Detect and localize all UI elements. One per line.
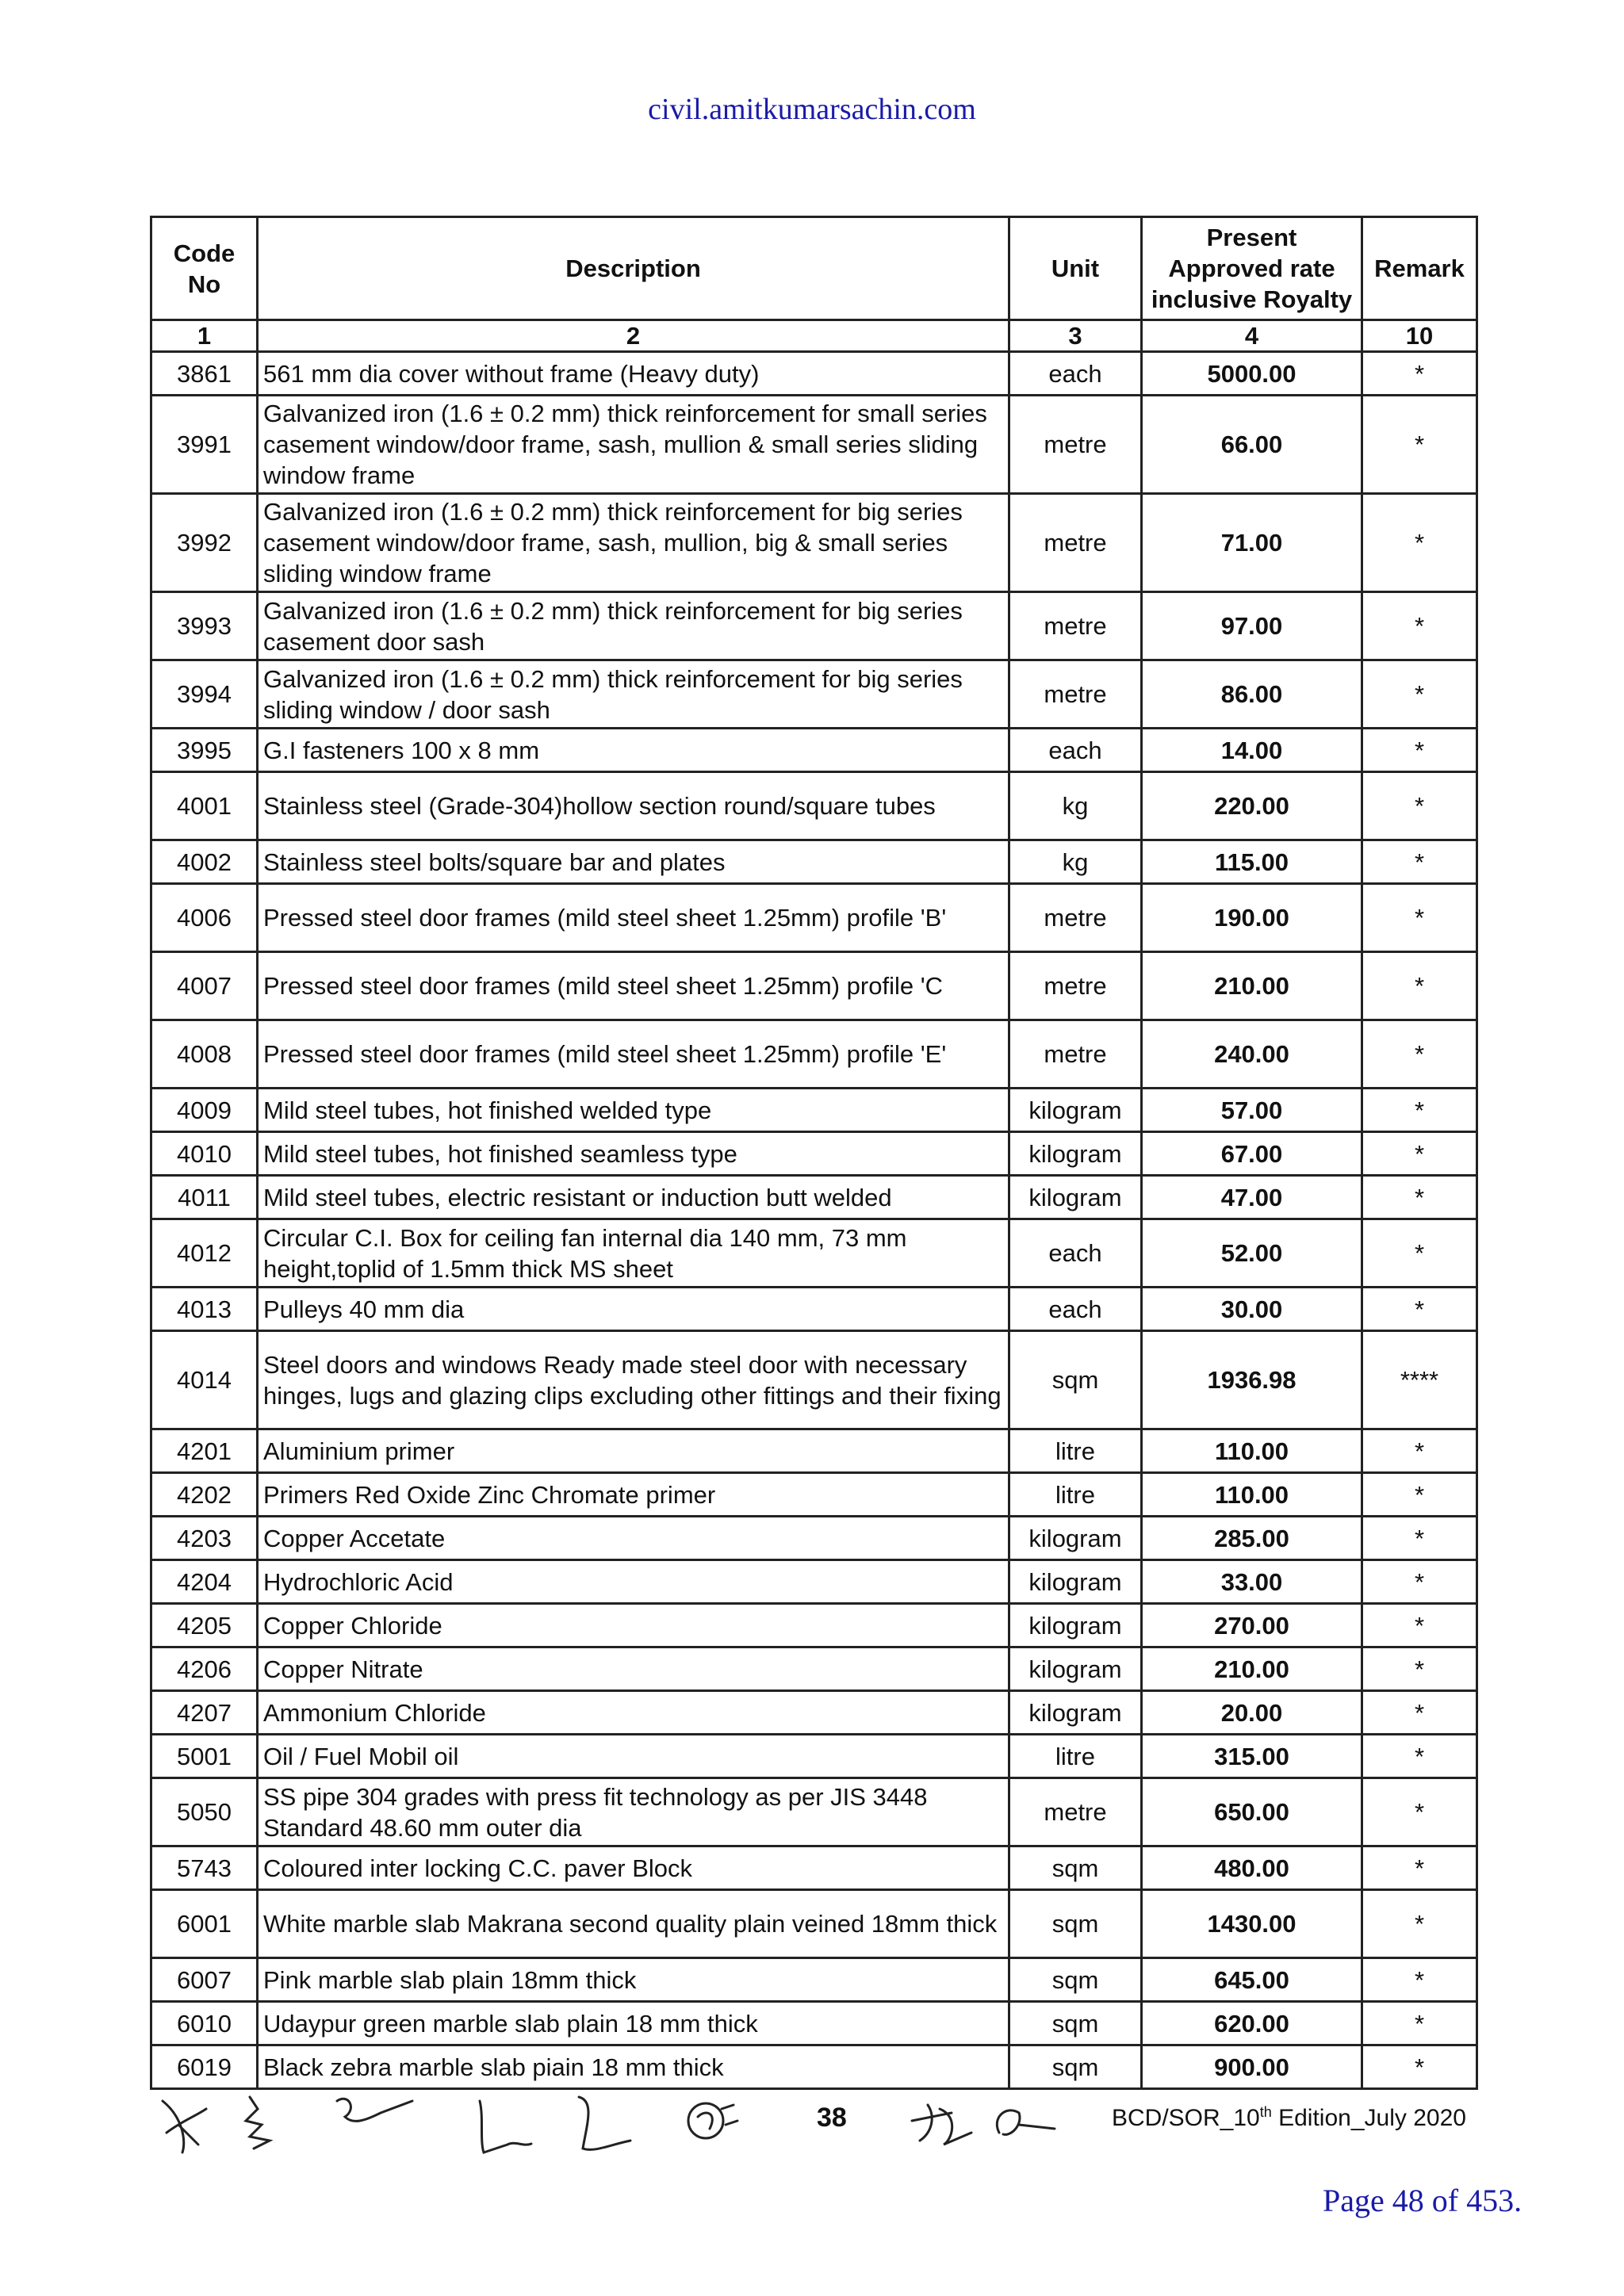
table-row bbox=[151, 494, 1477, 592]
table-row bbox=[151, 1958, 1477, 2002]
cell-remark: * bbox=[1362, 1517, 1477, 1560]
cell-desc: Pink marble slab plain 18mm thick bbox=[258, 1958, 1009, 2002]
cell-rate: 14.00 bbox=[1142, 729, 1362, 772]
cell-rate: 57.00 bbox=[1142, 1089, 1362, 1132]
schedule-of-rates-table bbox=[150, 216, 1478, 2090]
table-row bbox=[151, 1288, 1477, 1331]
cell-code: 3861 bbox=[151, 352, 258, 396]
cell-desc: G.I fasteners 100 x 8 mm bbox=[258, 729, 1009, 772]
table-row bbox=[151, 1331, 1477, 1429]
table-row bbox=[151, 1890, 1477, 1958]
cell-desc: Copper Chloride bbox=[258, 1604, 1009, 1647]
cell-desc: Pulleys 40 mm dia bbox=[258, 1288, 1009, 1331]
cell-desc: Black zebra marble slab piain 18 mm thick bbox=[258, 2045, 1009, 2089]
cell-remark: * bbox=[1362, 2002, 1477, 2045]
table-row bbox=[151, 1778, 1477, 1846]
table-row bbox=[151, 2002, 1477, 2045]
cell-desc: Hydrochloric Acid bbox=[258, 1560, 1009, 1604]
cell-rate: 1430.00 bbox=[1142, 1890, 1362, 1958]
cell-remark: * bbox=[1362, 1132, 1477, 1176]
cell-desc: Steel doors and windows Ready made steel door with necessary hinges, lugs and glazing clips excluding other fittings and their fixing bbox=[258, 1331, 1009, 1429]
cell-desc: Mild steel tubes, electric resistant or induction butt welded bbox=[258, 1176, 1009, 1219]
table-row bbox=[151, 592, 1477, 660]
cell-unit: metre bbox=[1009, 884, 1142, 952]
header-description: Description bbox=[258, 217, 1009, 320]
cell-code: 3991 bbox=[151, 396, 258, 494]
cell-desc: Oil / Fuel Mobil oil bbox=[258, 1735, 1009, 1778]
cell-unit: litre bbox=[1009, 1429, 1142, 1473]
cell-remark: * bbox=[1362, 396, 1477, 494]
cell-remark: * bbox=[1362, 1647, 1477, 1691]
cell-unit: each bbox=[1009, 729, 1142, 772]
cell-rate: 110.00 bbox=[1142, 1473, 1362, 1517]
cell-rate: 20.00 bbox=[1142, 1691, 1362, 1735]
cell-code: 4013 bbox=[151, 1288, 258, 1331]
cell-unit: metre bbox=[1009, 494, 1142, 592]
cell-rate: 650.00 bbox=[1142, 1778, 1362, 1846]
cell-desc: Pressed steel door frames (mild steel sheet 1.25mm) profile 'C bbox=[258, 952, 1009, 1020]
cell-unit: sqm bbox=[1009, 1846, 1142, 1890]
cell-unit: each bbox=[1009, 1288, 1142, 1331]
cell-rate: 210.00 bbox=[1142, 1647, 1362, 1691]
cell-rate: 30.00 bbox=[1142, 1288, 1362, 1331]
table-row bbox=[151, 1604, 1477, 1647]
cell-rate: 47.00 bbox=[1142, 1176, 1362, 1219]
cell-code: 4014 bbox=[151, 1331, 258, 1429]
cell-code: 4007 bbox=[151, 952, 258, 1020]
cell-unit: each bbox=[1009, 352, 1142, 396]
cell-code: 4010 bbox=[151, 1132, 258, 1176]
cell-unit: litre bbox=[1009, 1735, 1142, 1778]
cell-remark: * bbox=[1362, 1429, 1477, 1473]
table-row bbox=[151, 1735, 1477, 1778]
edition-sup: th bbox=[1259, 2104, 1272, 2120]
table-row bbox=[151, 1132, 1477, 1176]
cell-remark: * bbox=[1362, 1958, 1477, 2002]
cell-desc: Stainless steel bolts/square bar and plates bbox=[258, 840, 1009, 884]
cell-unit: kilogram bbox=[1009, 1517, 1142, 1560]
cell-remark: * bbox=[1362, 1846, 1477, 1890]
cell-rate: 97.00 bbox=[1142, 592, 1362, 660]
cell-unit: litre bbox=[1009, 1473, 1142, 1517]
cell-remark: * bbox=[1362, 2045, 1477, 2089]
cell-desc: Galvanized iron (1.6 ± 0.2 mm) thick reinforcement for big series casement door sash bbox=[258, 592, 1009, 660]
cell-desc: White marble slab Makrana second quality plain veined 18mm thick bbox=[258, 1890, 1009, 1958]
cell-unit: kilogram bbox=[1009, 1604, 1142, 1647]
cell-remark: * bbox=[1362, 729, 1477, 772]
cell-unit: sqm bbox=[1009, 2045, 1142, 2089]
cell-code: 4001 bbox=[151, 772, 258, 840]
cell-unit: sqm bbox=[1009, 2002, 1142, 2045]
cell-code: 4206 bbox=[151, 1647, 258, 1691]
cell-remark: * bbox=[1362, 1735, 1477, 1778]
cell-code: 4012 bbox=[151, 1219, 258, 1288]
cell-code: 4204 bbox=[151, 1560, 258, 1604]
cell-desc: Mild steel tubes, hot finished welded type bbox=[258, 1089, 1009, 1132]
cell-remark: * bbox=[1362, 1089, 1477, 1132]
cell-remark: * bbox=[1362, 352, 1477, 396]
cell-rate: 220.00 bbox=[1142, 772, 1362, 840]
cell-code: 4202 bbox=[151, 1473, 258, 1517]
cell-remark: * bbox=[1362, 1219, 1477, 1288]
cell-unit: metre bbox=[1009, 1020, 1142, 1089]
cell-rate: 645.00 bbox=[1142, 1958, 1362, 2002]
header-unit: Unit bbox=[1009, 217, 1142, 320]
cell-unit: kilogram bbox=[1009, 1089, 1142, 1132]
cell-rate: 900.00 bbox=[1142, 2045, 1362, 2089]
table-row bbox=[151, 1020, 1477, 1089]
cell-remark: * bbox=[1362, 1691, 1477, 1735]
cell-unit: sqm bbox=[1009, 1890, 1142, 1958]
cell-code: 5001 bbox=[151, 1735, 258, 1778]
table-row bbox=[151, 1473, 1477, 1517]
cell-code: 6001 bbox=[151, 1890, 258, 1958]
cell-rate: 66.00 bbox=[1142, 396, 1362, 494]
signatures-left bbox=[151, 2085, 833, 2156]
cell-unit: kilogram bbox=[1009, 1647, 1142, 1691]
cell-unit: kilogram bbox=[1009, 1176, 1142, 1219]
cell-remark: * bbox=[1362, 1176, 1477, 1219]
cell-remark: * bbox=[1362, 494, 1477, 592]
cell-unit: metre bbox=[1009, 396, 1142, 494]
cell-unit: metre bbox=[1009, 660, 1142, 729]
cell-rate: 210.00 bbox=[1142, 952, 1362, 1020]
cell-desc: Circular C.I. Box for ceiling fan internal dia 140 mm, 73 mm height,toplid of 1.5mm thick MS sheet bbox=[258, 1219, 1009, 1288]
page-of-label: Page 48 of 453. bbox=[1323, 2183, 1522, 2218]
header-code: Code No bbox=[151, 217, 258, 320]
cell-rate: 240.00 bbox=[1142, 1020, 1362, 1089]
cell-rate: 1936.98 bbox=[1142, 1331, 1362, 1429]
cell-unit: metre bbox=[1009, 1778, 1142, 1846]
cell-unit: kilogram bbox=[1009, 1132, 1142, 1176]
signatures-right bbox=[904, 2085, 1063, 2156]
table-row bbox=[151, 1429, 1477, 1473]
cell-code: 3992 bbox=[151, 494, 258, 592]
cell-remark: * bbox=[1362, 660, 1477, 729]
cell-desc: 561 mm dia cover without frame (Heavy duty) bbox=[258, 352, 1009, 396]
table-row bbox=[151, 352, 1477, 396]
cell-desc: Coloured inter locking C.C. paver Block bbox=[258, 1846, 1009, 1890]
table-row bbox=[151, 2045, 1477, 2089]
cell-desc: Ammonium Chloride bbox=[258, 1691, 1009, 1735]
cell-desc: SS pipe 304 grades with press fit technology as per JIS 3448 Standard 48.60 mm outer dia bbox=[258, 1778, 1009, 1846]
cell-rate: 33.00 bbox=[1142, 1560, 1362, 1604]
cell-remark: * bbox=[1362, 840, 1477, 884]
cell-remark: * bbox=[1362, 772, 1477, 840]
edition-suffix: Edition_July 2020 bbox=[1271, 2105, 1466, 2131]
cell-code: 6010 bbox=[151, 2002, 258, 2045]
table-row bbox=[151, 884, 1477, 952]
cell-desc: Galvanized iron (1.6 ± 0.2 mm) thick reinforcement for big series casement window/door frame, sash, mullion, big & small series sliding window frame bbox=[258, 494, 1009, 592]
cell-rate: 480.00 bbox=[1142, 1846, 1362, 1890]
table-row bbox=[151, 660, 1477, 729]
cell-unit: kg bbox=[1009, 840, 1142, 884]
cell-remark: * bbox=[1362, 1890, 1477, 1958]
cell-desc: Galvanized iron (1.6 ± 0.2 mm) thick reinforcement for big series sliding window / door sash bbox=[258, 660, 1009, 729]
cell-unit: kilogram bbox=[1009, 1560, 1142, 1604]
cell-desc: Pressed steel door frames (mild steel sheet 1.25mm) profile 'E' bbox=[258, 1020, 1009, 1089]
cell-rate: 115.00 bbox=[1142, 840, 1362, 884]
cell-code: 4203 bbox=[151, 1517, 258, 1560]
cell-code: 4006 bbox=[151, 884, 258, 952]
table-row bbox=[151, 729, 1477, 772]
cell-rate: 67.00 bbox=[1142, 1132, 1362, 1176]
edition-prefix: BCD/SOR_10 bbox=[1112, 2105, 1260, 2131]
cell-rate: 190.00 bbox=[1142, 884, 1362, 952]
cell-remark: * bbox=[1362, 1778, 1477, 1846]
column-number-row bbox=[151, 320, 1477, 352]
column-number: 2 bbox=[258, 320, 1009, 352]
cell-rate: 5000.00 bbox=[1142, 352, 1362, 396]
cell-desc: Galvanized iron (1.6 ± 0.2 mm) thick reinforcement for small series casement window/door frame, sash, mullion & small series sliding window frame bbox=[258, 396, 1009, 494]
table-row bbox=[151, 396, 1477, 494]
cell-unit: kilogram bbox=[1009, 1691, 1142, 1735]
cell-code: 4009 bbox=[151, 1089, 258, 1132]
page-number: 38 bbox=[817, 2103, 847, 2133]
cell-code: 3995 bbox=[151, 729, 258, 772]
cell-desc: Primers Red Oxide Zinc Chromate primer bbox=[258, 1473, 1009, 1517]
cell-code: 4002 bbox=[151, 840, 258, 884]
cell-code: 5050 bbox=[151, 1778, 258, 1846]
column-number: 4 bbox=[1142, 320, 1362, 352]
table-row bbox=[151, 1691, 1477, 1735]
cell-code: 4205 bbox=[151, 1604, 258, 1647]
cell-unit: sqm bbox=[1009, 1331, 1142, 1429]
header-row bbox=[151, 217, 1477, 320]
cell-remark: * bbox=[1362, 1560, 1477, 1604]
cell-code: 6019 bbox=[151, 2045, 258, 2089]
cell-desc: Stainless steel (Grade-304)hollow section round/square tubes bbox=[258, 772, 1009, 840]
cell-desc: Copper Accetate bbox=[258, 1517, 1009, 1560]
cell-unit: metre bbox=[1009, 952, 1142, 1020]
table-row bbox=[151, 1219, 1477, 1288]
edition-label bbox=[1112, 2104, 1466, 2132]
table-row bbox=[151, 1176, 1477, 1219]
table-row bbox=[151, 1089, 1477, 1132]
cell-code: 3994 bbox=[151, 660, 258, 729]
cell-code: 4201 bbox=[151, 1429, 258, 1473]
table-row bbox=[151, 1517, 1477, 1560]
column-number: 3 bbox=[1009, 320, 1142, 352]
column-number: 10 bbox=[1362, 320, 1477, 352]
cell-desc: Udaypur green marble slab plain 18 mm thick bbox=[258, 2002, 1009, 2045]
cell-code: 4008 bbox=[151, 1020, 258, 1089]
cell-rate: 86.00 bbox=[1142, 660, 1362, 729]
cell-code: 4207 bbox=[151, 1691, 258, 1735]
cell-remark: **** bbox=[1362, 1331, 1477, 1429]
cell-rate: 315.00 bbox=[1142, 1735, 1362, 1778]
table-row bbox=[151, 772, 1477, 840]
header-rate: Present Approved rate inclusive Royalty bbox=[1142, 217, 1362, 320]
table-row bbox=[151, 840, 1477, 884]
column-number: 1 bbox=[151, 320, 258, 352]
table-row bbox=[151, 1560, 1477, 1604]
cell-rate: 71.00 bbox=[1142, 494, 1362, 592]
cell-remark: * bbox=[1362, 592, 1477, 660]
header-remark: Remark bbox=[1362, 217, 1477, 320]
cell-code: 5743 bbox=[151, 1846, 258, 1890]
cell-code: 3993 bbox=[151, 592, 258, 660]
cell-unit: each bbox=[1009, 1219, 1142, 1288]
table-row bbox=[151, 1846, 1477, 1890]
cell-unit: sqm bbox=[1009, 1958, 1142, 2002]
table-row bbox=[151, 952, 1477, 1020]
cell-desc: Aluminium primer bbox=[258, 1429, 1009, 1473]
cell-remark: * bbox=[1362, 952, 1477, 1020]
cell-code: 6007 bbox=[151, 1958, 258, 2002]
cell-unit: kg bbox=[1009, 772, 1142, 840]
site-url[interactable]: civil.amitkumarsachin.com bbox=[648, 93, 976, 126]
cell-desc: Mild steel tubes, hot finished seamless type bbox=[258, 1132, 1009, 1176]
cell-remark: * bbox=[1362, 884, 1477, 952]
cell-rate: 285.00 bbox=[1142, 1517, 1362, 1560]
cell-remark: * bbox=[1362, 1604, 1477, 1647]
cell-rate: 620.00 bbox=[1142, 2002, 1362, 2045]
cell-rate: 52.00 bbox=[1142, 1219, 1362, 1288]
cell-desc: Pressed steel door frames (mild steel sheet 1.25mm) profile 'B' bbox=[258, 884, 1009, 952]
cell-code: 4011 bbox=[151, 1176, 258, 1219]
cell-desc: Copper Nitrate bbox=[258, 1647, 1009, 1691]
cell-remark: * bbox=[1362, 1473, 1477, 1517]
cell-unit: metre bbox=[1009, 592, 1142, 660]
cell-remark: * bbox=[1362, 1020, 1477, 1089]
cell-rate: 110.00 bbox=[1142, 1429, 1362, 1473]
cell-rate: 270.00 bbox=[1142, 1604, 1362, 1647]
table-row bbox=[151, 1647, 1477, 1691]
cell-remark: * bbox=[1362, 1288, 1477, 1331]
